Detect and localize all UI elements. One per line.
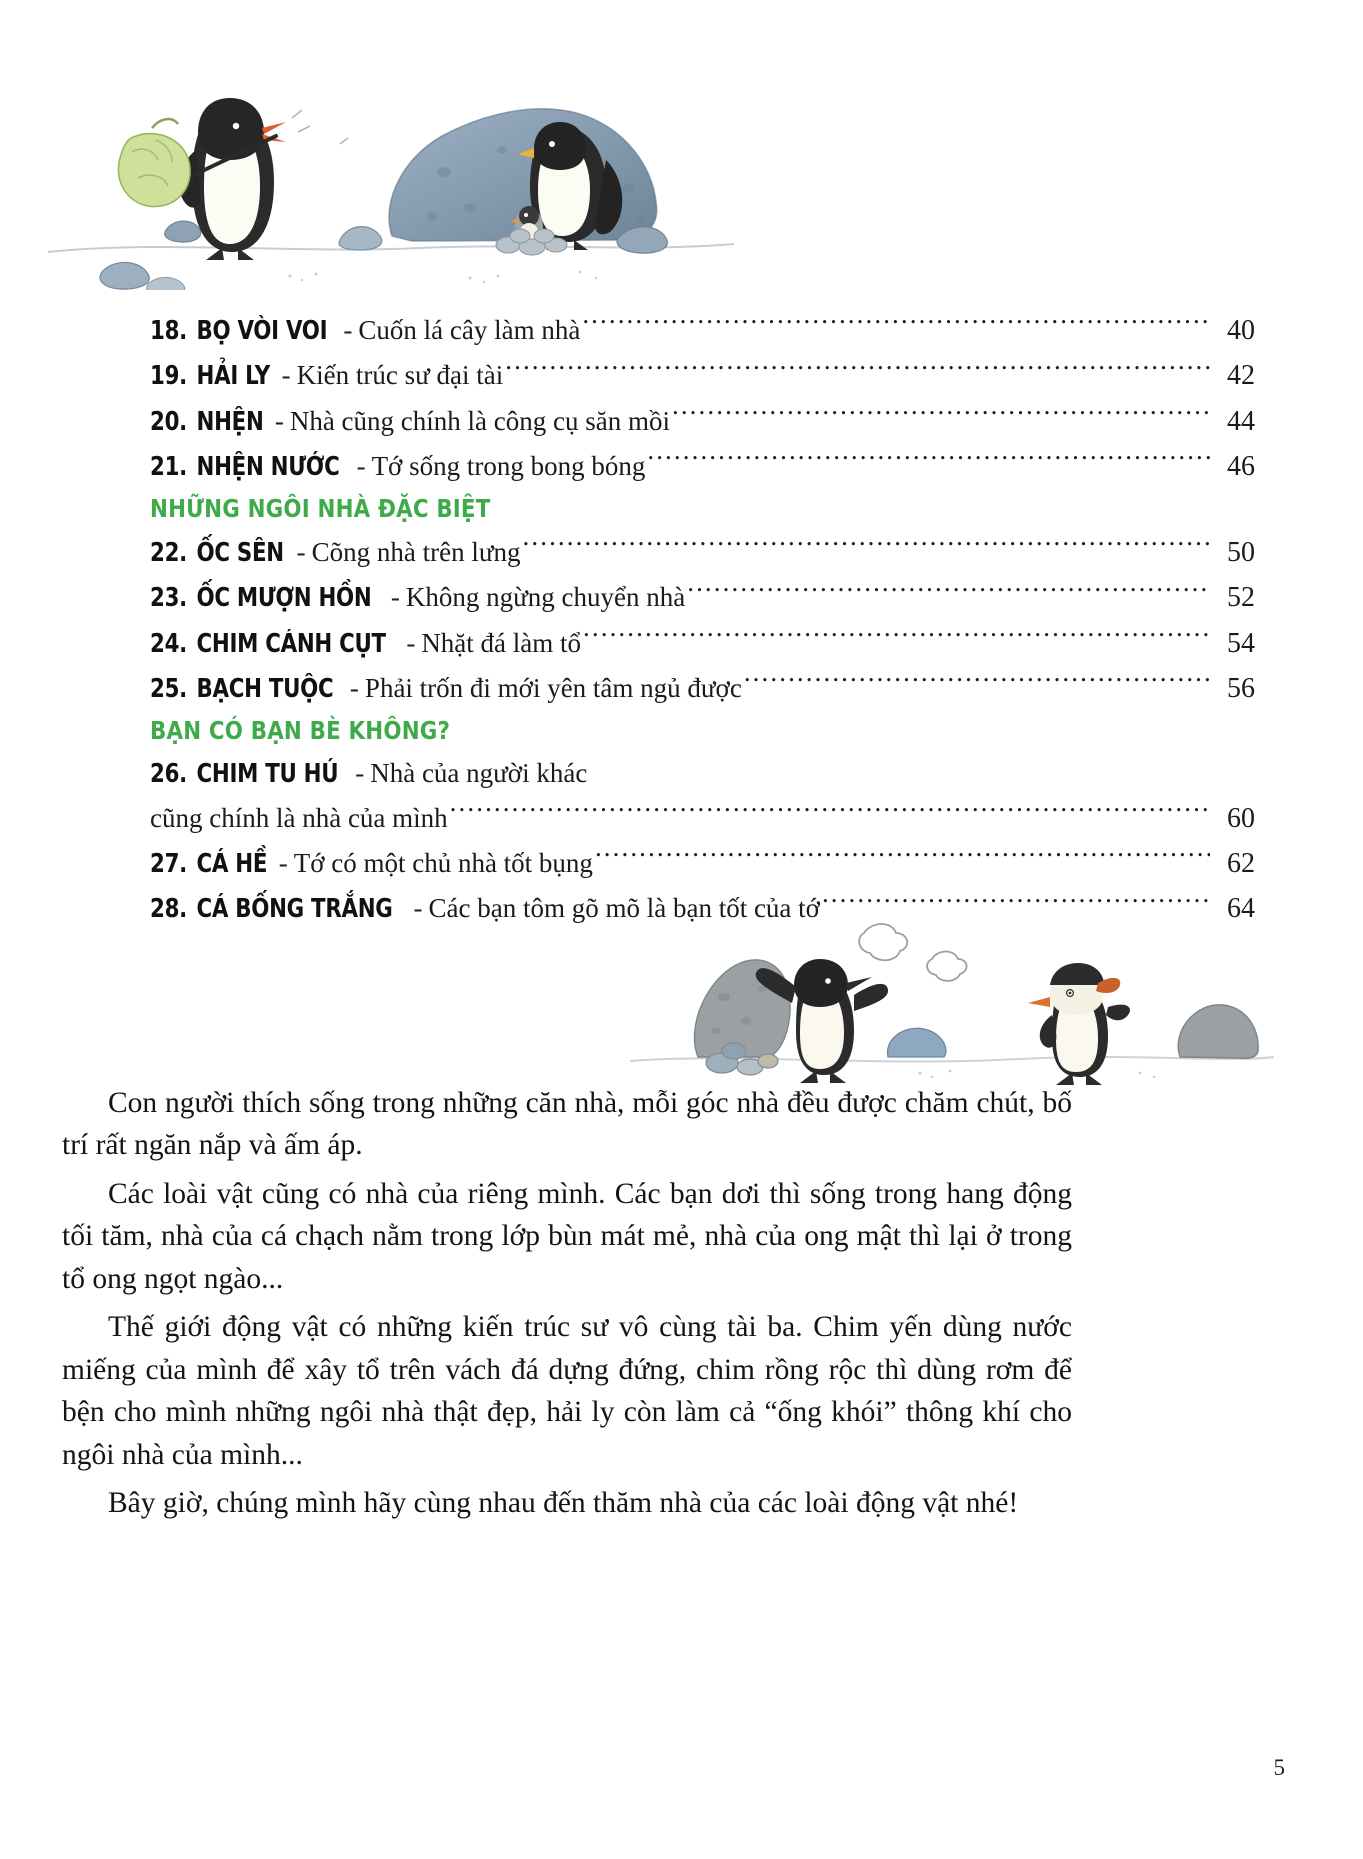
toc-entry[interactable] [150, 752, 1255, 796]
toc-entry-continuation[interactable] [150, 796, 1255, 841]
toc-entry-description: Các bạn tôm gõ mõ là bạn tốt của tớ [428, 893, 820, 924]
paragraph: Con người thích sống trong những căn nhà, mỗi góc nhà đều được chăm chút, bố trí rất ngăn nắp và ấm áp. [62, 1087, 1072, 1162]
toc-entry-number: 28. [150, 894, 187, 925]
toc-dot-leader [647, 448, 1210, 475]
toc-page-number: 44 [1227, 405, 1255, 437]
toc-entry-number: 19. [150, 361, 187, 392]
toc-entry-title: NHỆN NƯỚC [196, 452, 340, 483]
toc-entry-title: ỐC SÊN [196, 537, 284, 568]
toc-entry-number: 23. [150, 583, 187, 614]
page-folio-number: 5 [1273, 1755, 1285, 1780]
toc-entry-description: cũng chính là nhà của mình [150, 802, 448, 833]
toc-dot-leader [505, 357, 1210, 384]
toc-entry-number: 27. [150, 848, 187, 879]
toc-entry-dash: - [355, 757, 365, 788]
toc-entry-title: CÁ HỀ [196, 848, 267, 879]
toc-entry-description: Nhà cũng chính là công cụ săn mồi [289, 405, 670, 436]
toc-page-number: 50 [1227, 536, 1255, 568]
toc-page-number: 52 [1227, 582, 1255, 614]
toc-entry-title: CHIM TU HÚ [196, 758, 339, 789]
toc-page-number: 56 [1227, 673, 1255, 705]
toc-entry-title: CÁ BỐNG TRẮNG [196, 894, 393, 925]
toc-page-number: 46 [1227, 451, 1255, 483]
toc-entry-dash: - [274, 405, 284, 436]
toc-entry-dash: - [390, 582, 400, 613]
toc-dot-leader [523, 534, 1210, 561]
toc-entry-description: Nhà của người khác [370, 757, 588, 788]
toc-entry-dash: - [281, 360, 291, 391]
toc-dot-leader [687, 579, 1210, 606]
toc-entry-title: CHIM CÁNH CỤT [196, 628, 386, 659]
toc-entry[interactable] [150, 308, 1255, 353]
toc-dot-leader [744, 670, 1210, 697]
toc-entry-title: NHỆN [196, 406, 264, 437]
toc-entry-description: Nhặt đá làm tổ [421, 627, 582, 658]
toc-page-number: 62 [1227, 847, 1255, 879]
toc-page-number: 64 [1227, 893, 1255, 925]
toc-entry-title: BẠCH TUỘC [196, 674, 334, 705]
toc-entry-number: 25. [150, 674, 187, 705]
toc-page-number: 40 [1227, 315, 1255, 346]
middle-illustration [620, 915, 1280, 1085]
toc-entry-dash: - [343, 315, 353, 345]
toc-entry-title: BỌ VÒI VOI [196, 316, 328, 346]
toc-entry-dash: - [413, 893, 423, 924]
toc-entry-dash: - [356, 451, 366, 482]
toc-entry-description: Tớ sống trong bong bóng [371, 451, 646, 482]
toc-entry-dash: - [278, 847, 288, 878]
toc-entry-description: Phải trốn đi mới yên tâm ngủ được [364, 673, 742, 704]
toc-entry-dash: - [349, 673, 359, 704]
top-illustration [40, 40, 740, 290]
toc-entry-number: 26. [150, 758, 187, 789]
toc-dot-leader [672, 403, 1210, 430]
toc-page-number: 42 [1227, 360, 1255, 392]
toc-dot-leader [450, 800, 1210, 827]
toc-entry-title: HẢI LY [196, 361, 270, 392]
toc-entry-dash: - [406, 627, 416, 658]
toc-page-number: 60 [1227, 802, 1255, 834]
toc-entry-number: 21. [150, 452, 187, 483]
toc-entry-number: 20. [150, 406, 187, 437]
toc-entry[interactable] [150, 399, 1255, 444]
toc-dot-leader [595, 845, 1210, 872]
toc-entry[interactable] [150, 575, 1255, 620]
toc-entry-description: Cõng nhà trên lưng [311, 536, 521, 567]
toc-entry-description: Không ngừng chuyển nhà [405, 582, 686, 613]
toc-entry[interactable] [150, 530, 1255, 575]
toc-dot-leader [582, 312, 1210, 339]
toc-entry-description: Cuốn lá cây làm nhà [358, 315, 581, 345]
toc-entry-number: 22. [150, 537, 187, 568]
paragraph: Thế giới động vật có những kiến trúc sư vô cùng tài ba. Chim yến dùng nước miếng của mình để xây tổ trên vách đá dựng đứng, chim rồng rộc thì dùng rơm để bện cho mình những ngôi nhà thật đẹp, hải ly còn làm cả “ống khói” thông khí cho ngôi nhà của mình... [62, 1311, 1072, 1471]
intro-body-text [62, 1082, 1072, 1531]
toc-entry[interactable] [150, 841, 1255, 886]
toc-dot-leader [583, 625, 1210, 652]
toc-entry-description: Kiến trúc sư đại tài [296, 360, 504, 391]
toc-entry-description: Tớ có một chủ nhà tốt bụng [293, 847, 593, 878]
paragraph: Bây giờ, chúng mình hãy cùng nhau đến thăm nhà của các loài động vật nhé! [108, 1487, 1019, 1520]
toc-entry[interactable] [150, 621, 1255, 666]
toc-page-number: 54 [1227, 627, 1255, 659]
toc-entry-title: ỐC MƯỢN HỒN [196, 583, 372, 614]
table-of-contents [150, 308, 1255, 932]
toc-entry[interactable] [150, 666, 1255, 711]
toc-entry[interactable] [150, 353, 1255, 398]
toc-entry-number: 18. [150, 316, 187, 346]
toc-entry-dash: - [296, 536, 306, 567]
toc-entry[interactable] [150, 444, 1255, 489]
toc-entry-number: 24. [150, 628, 187, 659]
toc-section-heading: NHỮNG NGÔI NHÀ ĐẶC BIỆT [150, 494, 491, 524]
toc-section-heading: BẠN CÓ BẠN BÈ KHÔNG? [150, 716, 451, 746]
paragraph: Các loài vật cũng có nhà của riêng mình. Các bạn dơi thì sống trong hang động tối tăm, nhà của cá chạch nằm trong lớp bùn mát mẻ, nhà của ong mật thì lại ở trong tổ ong ngọt ngào... [62, 1177, 1072, 1295]
toc-dot-leader [822, 890, 1210, 917]
